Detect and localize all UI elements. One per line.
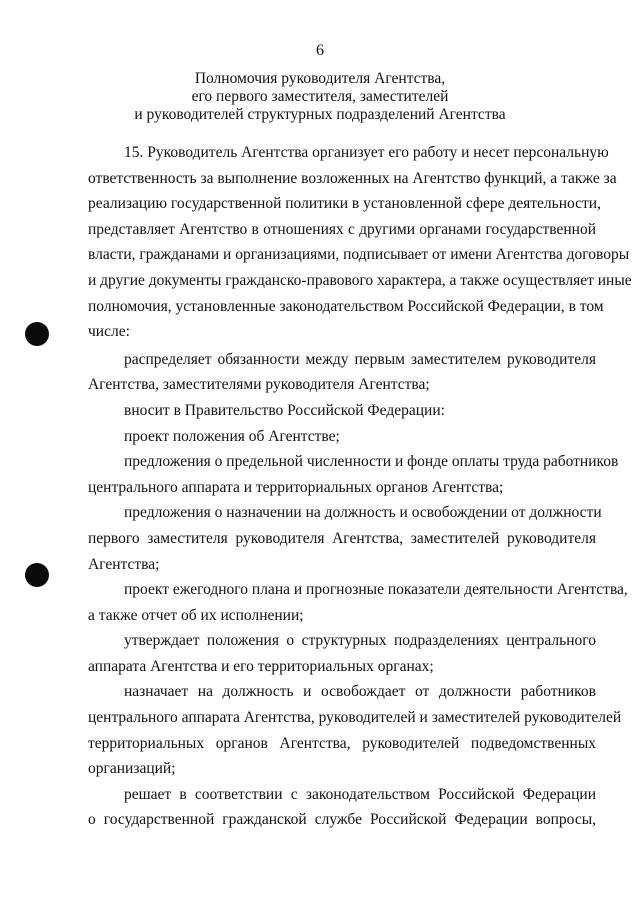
binder-hole-mark [25, 563, 49, 587]
text-line: назначает на должность и освобождает от должности работников [124, 683, 596, 701]
section-title-line: его первого заместителя, заместителей [191, 88, 449, 105]
binder-hole-mark [25, 322, 49, 346]
text-line: центрального аппарата и территориальных органов Агентства; [88, 478, 504, 496]
text-line: представляет Агентство в отношениях с другими органами государственной [88, 220, 596, 238]
text-line: проект положения об Агентстве; [124, 427, 340, 445]
paragraph [88, 347, 596, 398]
text-line: Агентства; [88, 555, 160, 573]
text-line: проект ежегодного плана и прогнозные показатели деятельности Агентства, [124, 581, 628, 599]
text-line: первого заместителя руководителя Агентства, заместителей руководителя [88, 529, 596, 547]
paragraph [88, 628, 596, 679]
text-line: полномочия, установленные законодательством Российской Федерации, в том [88, 297, 604, 315]
document-body [88, 140, 632, 833]
text-line: центрального аппарата Агентства, руководителей и заместителей руководителей [88, 709, 622, 727]
paragraph [88, 679, 622, 781]
section-title [0, 70, 640, 124]
text-line: о государственной гражданской службе Российской Федерации вопросы, [88, 811, 596, 829]
text-line: числе: [88, 323, 130, 341]
paragraph [88, 140, 632, 345]
paragraph [88, 449, 619, 500]
section-title-line: Полномочия руководителя Агентства, [194, 70, 446, 87]
text-line: Агентства, заместителями руководителя Агентства; [88, 376, 430, 394]
text-line: организаций; [88, 760, 176, 778]
text-line: предложения о предельной численности и фонде оплаты труда работников [124, 453, 619, 471]
text-line: и другие документы гражданско-правового характера, а также осуществляет иные [88, 271, 632, 289]
text-line: ответственность за выполнение возложенных на Агентство функций, а также за [88, 169, 617, 187]
section-title-line: и руководителей структурных подразделений Агентства [134, 106, 506, 123]
text-line: 15. Руководитель Агентства организует его работу и несет персональную [124, 144, 609, 161]
text-line: территориальных органов Агентства, руководителей подведомственных [88, 734, 596, 752]
page-number: 6 [316, 42, 324, 59]
text-line: распределяет обязанности между первым заместителем руководителя [124, 350, 596, 368]
paragraph [88, 500, 602, 577]
paragraph [88, 424, 596, 450]
text-line: реализацию государственной политики в установленной сфере деятельности, [88, 195, 601, 213]
text-line: власти, гражданами и организациями, подписывает от имени Агентства договоры [88, 246, 630, 264]
paragraph [88, 398, 596, 424]
text-line: вносит в Правительство Российской Федерации: [124, 401, 445, 419]
text-line: а также отчет об их исполнении; [88, 606, 304, 624]
text-line: решает в соответствии с законодательством Российской Федерации [124, 785, 596, 803]
text-line: предложения о назначении на должность и освобождении от должности [124, 504, 602, 522]
paragraph [88, 782, 596, 833]
text-line: аппарата Агентства и его территориальных органах; [88, 657, 434, 675]
text-line: утверждает положения о структурных подразделениях центрального [124, 632, 596, 650]
paragraph [88, 577, 628, 628]
